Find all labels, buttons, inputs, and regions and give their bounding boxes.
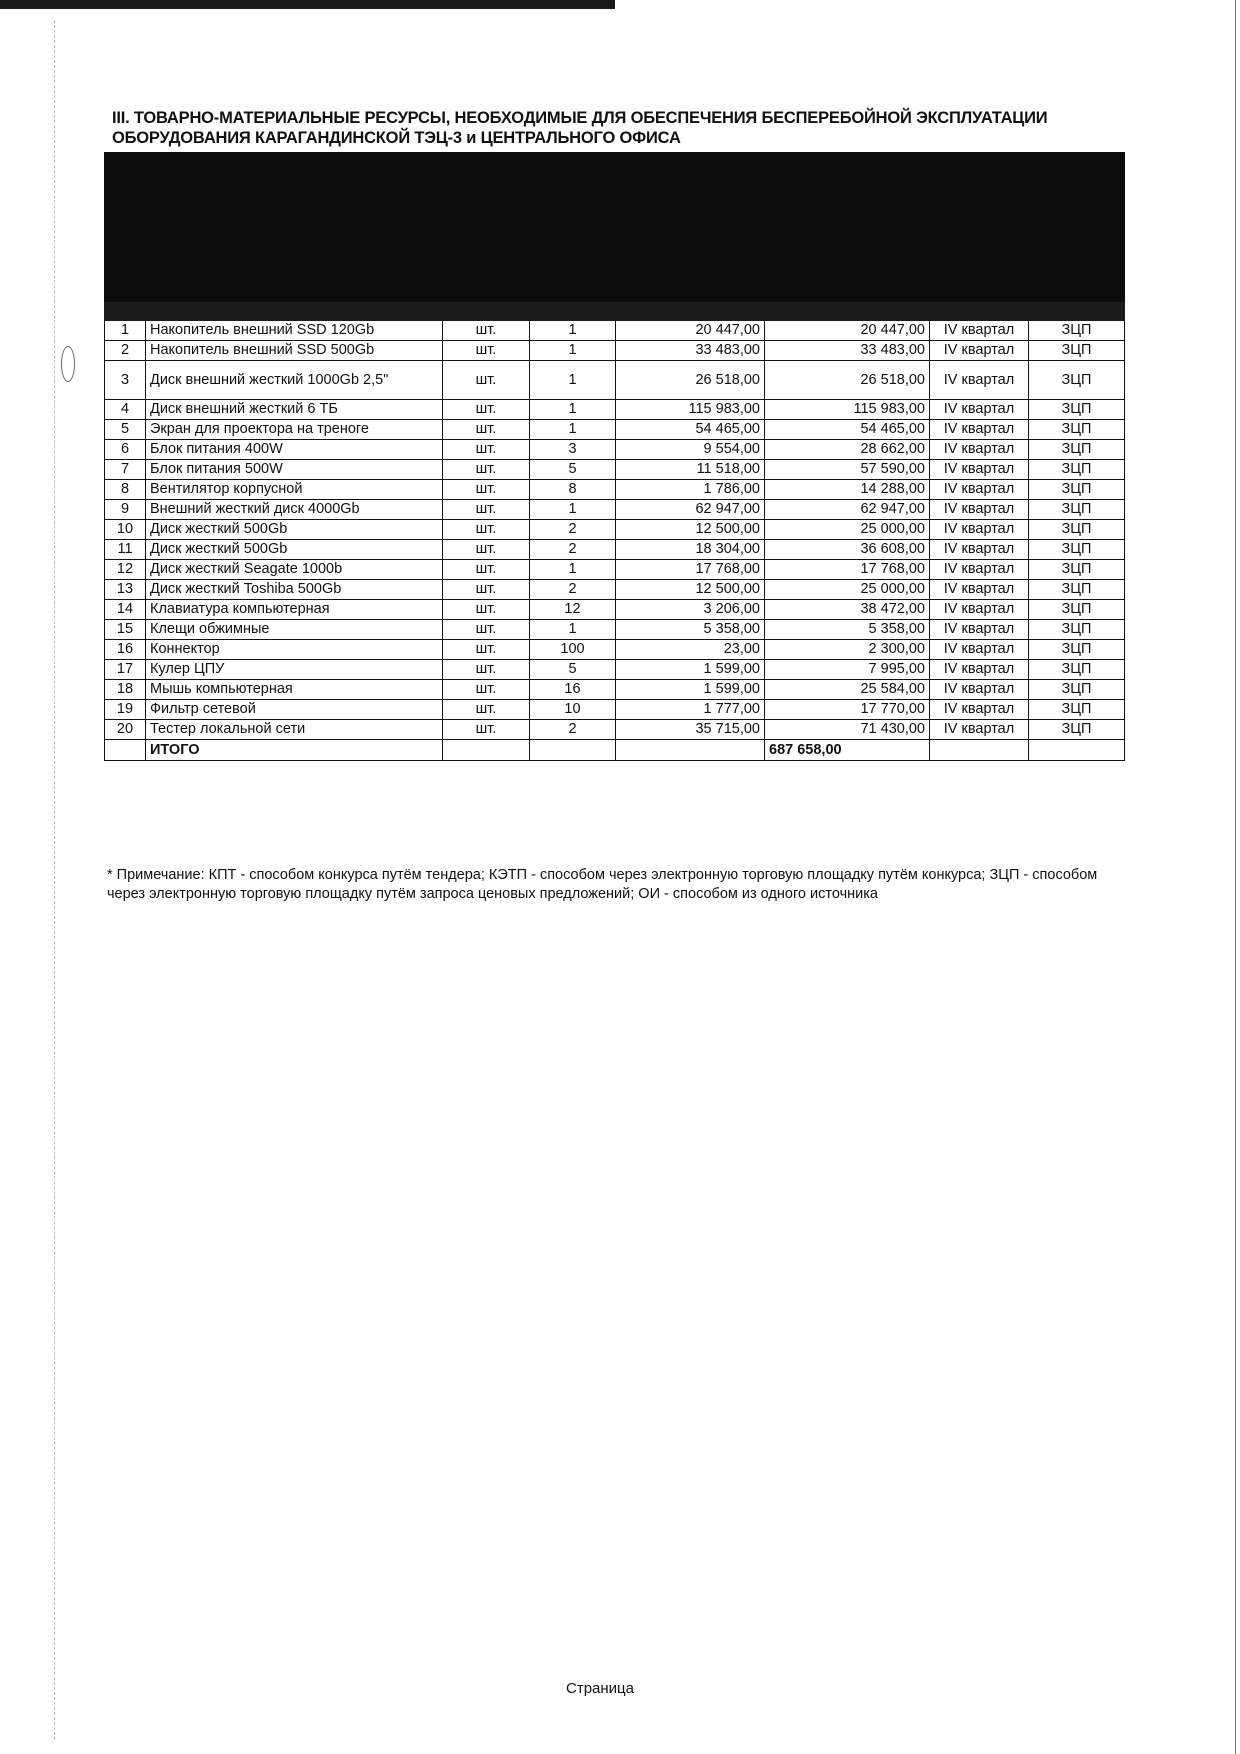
table-row [105,600,1125,620]
cell-item-name: Блок питания 500W [146,460,443,480]
table-row [105,660,1125,680]
cell-unit: шт. [443,640,530,660]
cell-unit-price: 23,00 [616,640,765,660]
cell-quantity: 10 [530,700,616,720]
cell-period: IV квартал [930,341,1029,361]
table-row [105,720,1125,740]
cell-item-name: Кулер ЦПУ [146,660,443,680]
cell-number: 20 [105,720,146,740]
cell-number: 2 [105,341,146,361]
cell-item-name: Диск жесткий Seagate 1000b [146,560,443,580]
cell-number: 8 [105,480,146,500]
cell-item-name: Диск внешний жесткий 6 ТБ [146,400,443,420]
cell-unit-price: 17 768,00 [616,560,765,580]
cell-procurement-method: ЗЦП [1029,600,1125,620]
cell-amount: 28 662,00 [765,440,930,460]
table-body [105,153,1125,761]
cell-number: 11 [105,540,146,560]
header-cell [765,153,930,302]
table-header-row [105,153,1125,302]
cell-procurement-method: ЗЦП [1029,720,1125,740]
cell-number: 13 [105,580,146,600]
cell-unit-price: 5 358,00 [616,620,765,640]
cell-period: IV квартал [930,660,1029,680]
cell-amount: 57 590,00 [765,460,930,480]
cell-unit: шт. [443,660,530,680]
cell-unit: шт. [443,520,530,540]
cell-number: 12 [105,560,146,580]
table-row [105,440,1125,460]
total-row [105,740,1125,761]
cell-period: IV квартал [930,540,1029,560]
cell-amount: 5 358,00 [765,620,930,640]
total-label: ИТОГО [146,740,443,761]
cell-item-name: Блок питания 400W [146,440,443,460]
cell-amount: 7 995,00 [765,660,930,680]
table-row [105,640,1125,660]
cell-quantity: 16 [530,680,616,700]
header-cell [105,153,146,302]
cell-amount: 54 465,00 [765,420,930,440]
cell-amount: 33 483,00 [765,341,930,361]
cell-item-name: Клещи обжимные [146,620,443,640]
cell-amount: 17 770,00 [765,700,930,720]
cell-unit: шт. [443,480,530,500]
header-cell [1029,153,1125,302]
cell-number: 17 [105,660,146,680]
cell-empty [616,740,765,761]
cell-item-name: Диск жесткий 500Gb [146,520,443,540]
cell-amount: 14 288,00 [765,480,930,500]
cell-quantity: 2 [530,720,616,740]
cell-procurement-method: ЗЦП [1029,640,1125,660]
cell-quantity: 5 [530,660,616,680]
cell-unit-price: 12 500,00 [616,580,765,600]
table-row [105,480,1125,500]
cell-period: IV квартал [930,321,1029,341]
cell-unit-price: 1 599,00 [616,660,765,680]
cell-amount: 17 768,00 [765,560,930,580]
page-label: Страница [566,1680,634,1697]
cell-number: 18 [105,680,146,700]
cell-item-name: Фильтр сетевой [146,700,443,720]
cell-period: IV квартал [930,361,1029,400]
cell-unit-price: 35 715,00 [616,720,765,740]
cell-period: IV квартал [930,520,1029,540]
cell-procurement-method: ЗЦП [1029,420,1125,440]
cell-unit-price: 18 304,00 [616,540,765,560]
cell-procurement-method: ЗЦП [1029,460,1125,480]
cell-empty [443,740,530,761]
cell-unit: шт. [443,420,530,440]
cell-quantity: 12 [530,600,616,620]
cell-quantity: 1 [530,420,616,440]
table-row [105,341,1125,361]
cell-item-name: Мышь компьютерная [146,680,443,700]
cell-period: IV квартал [930,620,1029,640]
cell-number: 3 [105,361,146,400]
cell-procurement-method: ЗЦП [1029,700,1125,720]
cell-quantity: 2 [530,520,616,540]
table-row [105,361,1125,400]
scan-top-bar [0,0,615,9]
cell-procurement-method: ЗЦП [1029,361,1125,400]
cell-amount: 25 584,00 [765,680,930,700]
table-row [105,500,1125,520]
cell-amount: 2 300,00 [765,640,930,660]
cell-unit: шт. [443,341,530,361]
cell-unit: шт. [443,361,530,400]
total-amount: 687 658,00 [765,740,930,761]
footnote: * Примечание: КПТ - способом конкурса путём тендера; КЭТП - способом через электронную торговую площадку путём конкурса; ЗЦП - способом через электронную торговую площадку путём запроса ценовых предложений; ОИ - способом из одного источника [107,867,1098,902]
cell-unit-price: 1 777,00 [616,700,765,720]
cell-number: 10 [105,520,146,540]
cell-procurement-method: ЗЦП [1029,400,1125,420]
cell-unit: шт. [443,400,530,420]
cell-unit-price: 33 483,00 [616,341,765,361]
cell-item-name: Диск жесткий Toshiba 500Gb [146,580,443,600]
cell-unit-price: 1 786,00 [616,480,765,500]
cell-procurement-method: ЗЦП [1029,540,1125,560]
table-row [105,700,1125,720]
table-row [105,540,1125,560]
header-cell [616,153,765,302]
cell-item-name: Тестер локальной сети [146,720,443,740]
cell-procurement-method: ЗЦП [1029,480,1125,500]
cell-period: IV квартал [930,720,1029,740]
cell-quantity: 1 [530,321,616,341]
header-cell [930,153,1029,302]
cell-procurement-method: ЗЦП [1029,560,1125,580]
cell-procurement-method: ЗЦП [1029,520,1125,540]
binder-hole-mark [61,346,75,382]
cell-procurement-method: ЗЦП [1029,500,1125,520]
cell-unit: шт. [443,620,530,640]
cell-number: 4 [105,400,146,420]
cell-amount: 71 430,00 [765,720,930,740]
cell-unit-price: 62 947,00 [616,500,765,520]
cell-procurement-method: ЗЦП [1029,440,1125,460]
cell-unit: шт. [443,460,530,480]
cell-unit: шт. [443,560,530,580]
cell-quantity: 8 [530,480,616,500]
cell-unit-price: 9 554,00 [616,440,765,460]
cell-quantity: 1 [530,400,616,420]
cell-period: IV квартал [930,700,1029,720]
cell-procurement-method: ЗЦП [1029,660,1125,680]
cell-number: 19 [105,700,146,720]
cell-quantity: 100 [530,640,616,660]
cell-procurement-method: ЗЦП [1029,321,1125,341]
cell-period: IV квартал [930,560,1029,580]
cell-empty [105,740,146,761]
table-row [105,680,1125,700]
cell-item-name: Диск внешний жесткий 1000Gb 2,5" [146,361,443,400]
table-row [105,580,1125,600]
cell-unit-price: 54 465,00 [616,420,765,440]
cell-unit-price: 11 518,00 [616,460,765,480]
cell-amount: 62 947,00 [765,500,930,520]
cell-quantity: 1 [530,620,616,640]
cell-period: IV квартал [930,640,1029,660]
cell-number: 5 [105,420,146,440]
cell-period: IV квартал [930,420,1029,440]
cell-quantity: 1 [530,560,616,580]
cell-unit-price: 12 500,00 [616,520,765,540]
scan-right-edge [1235,0,1236,1754]
cell-unit: шт. [443,600,530,620]
cell-unit: шт. [443,680,530,700]
cell-empty [1029,740,1125,761]
cell-period: IV квартал [930,580,1029,600]
cell-procurement-method: ЗЦП [1029,341,1125,361]
cell-period: IV квартал [930,680,1029,700]
document-title: III. ТОВАРНО-МАТЕРИАЛЬНЫЕ РЕСУРСЫ, НЕОБХОДИМЫЕ ДЛЯ ОБЕСПЕЧЕНИЯ БЕСПЕРЕБОЙНОЙ ЭКСПЛУАТАЦИИ ОБОРУДОВАНИЯ КАРАГАНДИНСКОЙ ТЭЦ-3 и ЦЕНТРАЛЬНОГО ОФИСА [112,109,1048,147]
cell-amount: 25 000,00 [765,520,930,540]
cell-number: 16 [105,640,146,660]
cell-unit: шт. [443,321,530,341]
cell-item-name: Накопитель внешний SSD 500Gb [146,341,443,361]
cell-item-name: Диск жесткий 500Gb [146,540,443,560]
cell-number: 15 [105,620,146,640]
cell-quantity: 1 [530,341,616,361]
cell-item-name: Экран для проектора на треноге [146,420,443,440]
cell-unit-price: 115 983,00 [616,400,765,420]
cell-unit: шт. [443,720,530,740]
cell-unit: шт. [443,580,530,600]
cell-number: 7 [105,460,146,480]
cell-period: IV квартал [930,480,1029,500]
scan-left-edge [54,20,56,1740]
cell-quantity: 2 [530,540,616,560]
cell-period: IV квартал [930,460,1029,480]
table-row [105,620,1125,640]
cell-empty [530,740,616,761]
resources-table [104,152,1125,761]
cell-period: IV квартал [930,400,1029,420]
cell-unit-price: 20 447,00 [616,321,765,341]
cell-item-name: Коннектор [146,640,443,660]
cell-unit-price: 26 518,00 [616,361,765,400]
cell-number: 1 [105,321,146,341]
cell-item-name: Накопитель внешний SSD 120Gb [146,321,443,341]
cell-empty [930,740,1029,761]
cell-number: 9 [105,500,146,520]
cell-number: 6 [105,440,146,460]
cell-amount: 36 608,00 [765,540,930,560]
cell-item-name: Клавиатура компьютерная [146,600,443,620]
cell-unit-price: 3 206,00 [616,600,765,620]
cell-amount: 25 000,00 [765,580,930,600]
table-row [105,321,1125,341]
table-row [105,420,1125,440]
header-cell [443,153,530,302]
cell-amount: 20 447,00 [765,321,930,341]
cell-number: 14 [105,600,146,620]
cell-procurement-method: ЗЦП [1029,680,1125,700]
table-section-row [105,302,1125,321]
cell-unit: шт. [443,440,530,460]
cell-amount: 26 518,00 [765,361,930,400]
cell-unit: шт. [443,540,530,560]
cell-amount: 38 472,00 [765,600,930,620]
cell-quantity: 3 [530,440,616,460]
table-row [105,560,1125,580]
cell-quantity: 1 [530,500,616,520]
header-cell [146,153,443,302]
table-row [105,520,1125,540]
cell-quantity: 5 [530,460,616,480]
table-row [105,460,1125,480]
cell-quantity: 1 [530,361,616,400]
table-row [105,400,1125,420]
header-cell [530,153,616,302]
cell-period: IV квартал [930,440,1029,460]
cell-procurement-method: ЗЦП [1029,580,1125,600]
cell-unit-price: 1 599,00 [616,680,765,700]
cell-quantity: 2 [530,580,616,600]
cell-period: IV квартал [930,600,1029,620]
cell-procurement-method: ЗЦП [1029,620,1125,640]
cell-unit: шт. [443,700,530,720]
cell-amount: 115 983,00 [765,400,930,420]
cell-unit: шт. [443,500,530,520]
cell-item-name: Внешний жесткий диск 4000Gb [146,500,443,520]
cell-item-name: Вентилятор корпусной [146,480,443,500]
cell-period: IV квартал [930,500,1029,520]
section-cell [105,302,1125,321]
